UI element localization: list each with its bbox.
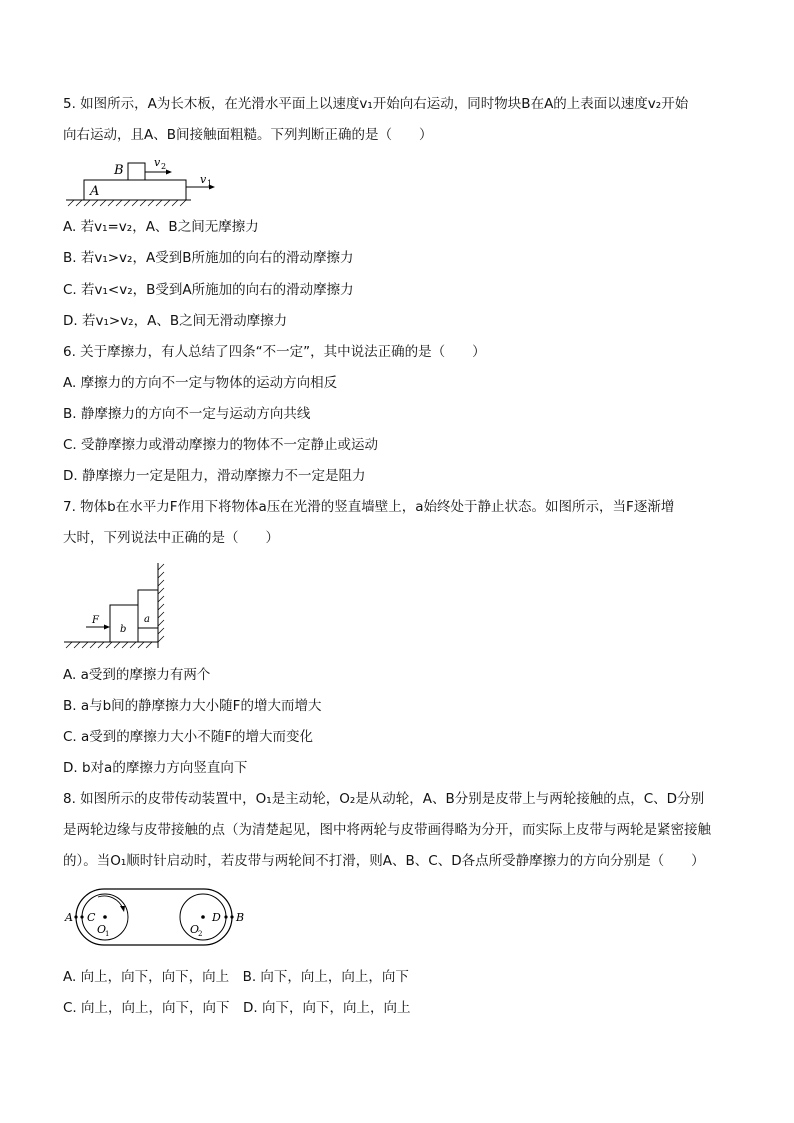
label-v1-sub: 1: [207, 179, 213, 188]
q7-option-a: A. a受到的摩擦力有两个: [63, 667, 211, 683]
q6-stem: 6. 关于摩擦力，有人总结了四条“不一定”，其中说法正确的是（ ）: [63, 344, 486, 360]
label-f: F: [92, 615, 99, 626]
q6-option-d: D. 静摩擦力一定是阻力，滑动摩擦力不一定是阻力: [63, 468, 366, 484]
q7-option-d: D. b对a的摩擦力方向竖直向下: [63, 760, 248, 776]
q7-option-b: B. a与b间的静摩擦力大小随F的增大而增大: [63, 698, 322, 714]
q5-option-c: C. 若v₁<v₂，B受到A所施加的向右的滑动摩擦力: [63, 282, 354, 298]
label-o1-sub: 1: [105, 930, 110, 938]
q6-option-b: B. 静摩擦力的方向不一定与运动方向共线: [63, 406, 311, 422]
q7-stem-line1: 7. 物体b在水平力F作用下将物体a压在光滑的竖直墙壁上，a始终处于静止状态。如图所示，当F逐渐增: [63, 499, 675, 515]
q8-figure-belt-drive: [62, 884, 247, 950]
label-b: b: [120, 624, 127, 635]
q8-options-row2: C. 向上，向上，向下，向下 D. 向下，向下，向上，向上: [63, 1000, 411, 1016]
q5-figure-board-block: [66, 150, 226, 210]
q5-stem-line1: 5. 如图所示，A为长木板，在光滑水平面上以速度v₁开始向右运动，同时物块B在A的上表面以速度v₂开始: [63, 96, 689, 112]
q5-option-d: D. 若v₁>v₂，A、B之间无滑动摩擦力: [63, 313, 288, 329]
q7-figure-wall-blocks: [64, 560, 174, 655]
q5-stem-line2: 向右运动，且A、B间接触面粗糙。下列判断正确的是（ ）: [63, 127, 433, 143]
label-b: B: [236, 911, 245, 924]
q8-stem-line1: 8. 如图所示的皮带传动装置中，O₁是主动轮，O₂是从动轮，A、B分别是皮带上与两轮接触的点，C、D分别: [63, 791, 705, 807]
block-b: [128, 163, 145, 180]
q8-stem-line3: 的）。当O₁顺时针启动时，若皮带与两轮间不打滑，则A、B、C、D各点所受静摩擦力的方向分别是（ ）: [63, 853, 705, 869]
q6-option-a: A. 摩擦力的方向不一定与物体的运动方向相反: [63, 375, 338, 391]
label-d: D: [212, 911, 221, 924]
label-o2-sub: 2: [198, 930, 203, 938]
q8-options-row1: A. 向上，向下，向下，向上 B. 向下，向上，向上，向下: [63, 969, 409, 985]
label-b: B: [114, 163, 124, 178]
label-v2: v: [154, 156, 161, 169]
label-o2: O: [190, 923, 200, 936]
q6-option-c: C. 受静摩擦力或滑动摩擦力的物体不一定静止或运动: [63, 437, 379, 453]
label-c: C: [87, 911, 96, 924]
q5-option-b: B. 若v₁>v₂，A受到B所施加的向右的滑动摩擦力: [63, 250, 354, 266]
q7-option-c: C. a受到的摩擦力大小不随F的增大而变化: [63, 729, 314, 745]
label-v1: v: [200, 173, 207, 186]
label-a: A: [65, 911, 73, 924]
belt: [76, 889, 232, 945]
q8-stem-line2: 是两轮边缘与皮带接触的点（为清楚起见，图中将两轮与皮带画得略为分开，而实际上皮带与两轮是紧密接触: [63, 822, 711, 838]
label-o1: O: [97, 923, 107, 936]
label-v2-sub: 2: [161, 162, 167, 171]
q5-option-a: A. 若v₁=v₂，A、B之间无摩擦力: [63, 219, 259, 235]
q7-stem-line2: 大时，下列说法中正确的是（ ）: [63, 530, 279, 546]
label-a: a: [144, 614, 150, 625]
label-a: A: [90, 184, 100, 199]
